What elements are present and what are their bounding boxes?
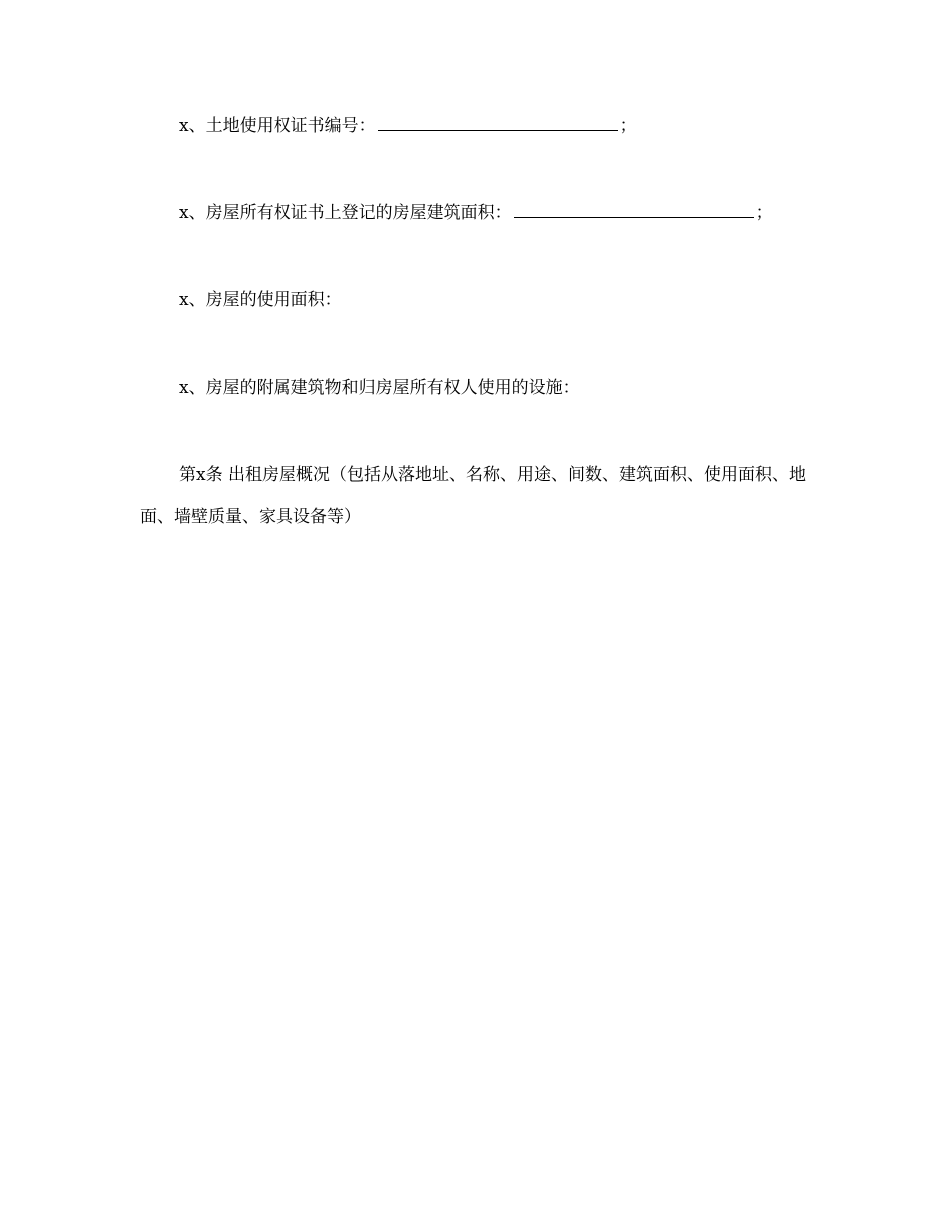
land-use-certificate-line bbox=[179, 114, 637, 138]
facilities-line bbox=[179, 376, 580, 400]
building-area-line bbox=[179, 201, 773, 225]
item-prefix: x、 bbox=[179, 290, 206, 310]
article-paragraph bbox=[140, 454, 820, 538]
building-area-blank[interactable] bbox=[514, 201, 754, 218]
land-use-certificate-blank[interactable] bbox=[378, 114, 618, 131]
article-text: 出租房屋概况（包括从落地址、名称、用途、间数、建筑面积、使用面积、地面、墙壁质量、家具设备等） bbox=[140, 465, 806, 527]
item-suffix: ； bbox=[755, 203, 773, 223]
item-prefix: x、 bbox=[179, 203, 206, 223]
facilities-label: 房屋的附属建筑物和归房屋所有权人使用的设施： bbox=[205, 378, 580, 398]
item-prefix: x、 bbox=[179, 116, 206, 136]
building-area-label: 房屋所有权证书上登记的房屋建筑面积： bbox=[205, 203, 512, 223]
usable-area-label: 房屋的使用面积： bbox=[205, 290, 342, 310]
article-number: 第x条 bbox=[179, 465, 223, 485]
usable-area-line bbox=[179, 288, 342, 312]
land-use-certificate-label: 土地使用权证书编号： bbox=[205, 116, 376, 136]
item-suffix: ； bbox=[619, 116, 637, 136]
item-prefix: x、 bbox=[179, 378, 206, 398]
